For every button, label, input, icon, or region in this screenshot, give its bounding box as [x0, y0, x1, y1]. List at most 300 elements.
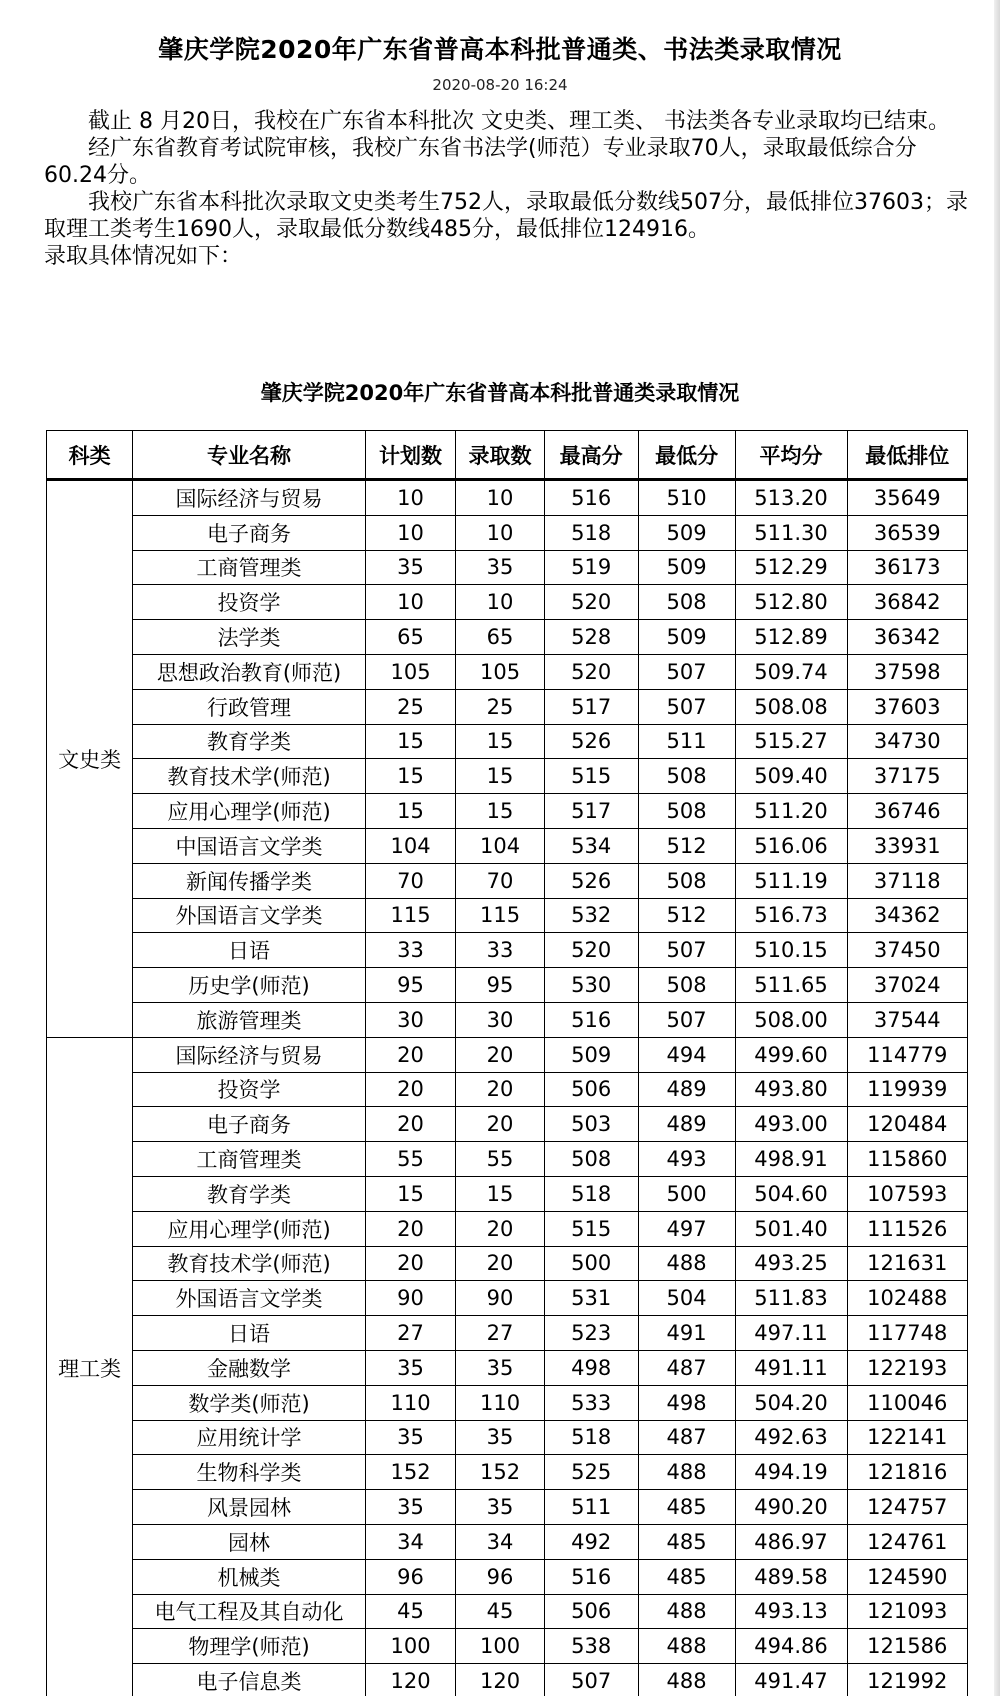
table-cell: 523: [544, 1316, 638, 1351]
table-row: [47, 828, 968, 863]
table-cell: 519: [544, 550, 638, 585]
table-cell: 488: [638, 1594, 735, 1629]
table-cell: 526: [544, 724, 638, 759]
table-cell: 33: [365, 933, 456, 968]
table-row: [47, 968, 968, 1003]
table-row: [47, 1350, 968, 1385]
article-title: 肇庆学院2020年广东省普高本科批普通类、书法类录取情况: [158, 35, 842, 64]
table-cell: 122193: [847, 1350, 968, 1385]
table-cell: 35: [456, 1350, 544, 1385]
major-name-cell: 教育学类: [133, 1176, 365, 1211]
table-cell: 107593: [847, 1176, 968, 1211]
table-row: [47, 550, 968, 585]
table-cell: 110046: [847, 1385, 968, 1420]
table-cell: 488: [638, 1664, 735, 1696]
table-row: [47, 759, 968, 794]
table-title: 肇庆学院2020年广东省普高本科批普通类录取情况: [260, 381, 740, 405]
table-cell: 533: [544, 1385, 638, 1420]
table-cell: 36539: [847, 515, 968, 550]
table-row: [47, 1664, 968, 1696]
table-cell: 488: [638, 1246, 735, 1281]
column-header: 最高分: [544, 431, 638, 480]
table-cell: 510: [638, 480, 735, 516]
table-cell: 30: [456, 1002, 544, 1037]
table-cell: 65: [365, 620, 456, 655]
major-name-cell: 外国语言文学类: [133, 898, 365, 933]
table-cell: 508: [638, 585, 735, 620]
table-cell: 490.20: [735, 1490, 847, 1525]
table-cell: 508: [638, 794, 735, 829]
major-name-cell: 电气工程及其自动化: [133, 1594, 365, 1629]
table-cell: 37544: [847, 1002, 968, 1037]
table-row: [47, 515, 968, 550]
table-cell: 20: [456, 1211, 544, 1246]
table-cell: 115: [456, 898, 544, 933]
table-cell: 45: [365, 1594, 456, 1629]
table-cell: 27: [365, 1316, 456, 1351]
table-cell: 512: [638, 898, 735, 933]
major-name-cell: 外国语言文学类: [133, 1281, 365, 1316]
major-name-cell: 中国语言文学类: [133, 828, 365, 863]
table-cell: 20: [456, 1246, 544, 1281]
intro-paragraph: 我校广东省本科批次录取文史类考生752人，录取最低分数线507分，最低排位37603；录取理工类考生1690人，录取最低分数线485分，最低排位124916。: [44, 190, 968, 242]
table-row: [47, 1524, 968, 1559]
table-cell: 15: [365, 794, 456, 829]
table-cell: 507: [544, 1664, 638, 1696]
table-cell: 102488: [847, 1281, 968, 1316]
table-cell: 532: [544, 898, 638, 933]
table-cell: 15: [365, 759, 456, 794]
table-cell: 10: [365, 515, 456, 550]
table-cell: 512: [638, 828, 735, 863]
table-cell: 508: [544, 1142, 638, 1177]
table-cell: 120484: [847, 1107, 968, 1142]
table-row: [47, 1142, 968, 1177]
table-cell: 33931: [847, 828, 968, 863]
table-cell: 105: [456, 654, 544, 689]
major-name-cell: 教育学类: [133, 724, 365, 759]
table-row: [47, 1211, 968, 1246]
major-name-cell: 投资学: [133, 1072, 365, 1107]
table-cell: 25: [456, 689, 544, 724]
table-cell: 530: [544, 968, 638, 1003]
table-cell: 485: [638, 1559, 735, 1594]
table-cell: 516: [544, 480, 638, 516]
table-cell: 10: [456, 515, 544, 550]
table-cell: 517: [544, 794, 638, 829]
table-cell: 494.19: [735, 1455, 847, 1490]
table-cell: 486.97: [735, 1524, 847, 1559]
table-cell: 513.20: [735, 480, 847, 516]
table-cell: 507: [638, 689, 735, 724]
table-cell: 110: [456, 1385, 544, 1420]
table-cell: 501.40: [735, 1211, 847, 1246]
table-cell: 509.74: [735, 654, 847, 689]
table-cell: 100: [365, 1629, 456, 1664]
major-name-cell: 投资学: [133, 585, 365, 620]
table-cell: 95: [456, 968, 544, 1003]
table-cell: 504.20: [735, 1385, 847, 1420]
table-row: [47, 620, 968, 655]
table-cell: 34730: [847, 724, 968, 759]
table-cell: 507: [638, 1002, 735, 1037]
table-cell: 516.73: [735, 898, 847, 933]
table-cell: 511.20: [735, 794, 847, 829]
table-cell: 115860: [847, 1142, 968, 1177]
table-cell: 10: [456, 480, 544, 516]
table-cell: 15: [456, 724, 544, 759]
table-row: [47, 1594, 968, 1629]
table-cell: 124757: [847, 1490, 968, 1525]
table-cell: 35: [365, 1350, 456, 1385]
table-cell: 487: [638, 1420, 735, 1455]
table-row: [47, 1455, 968, 1490]
article-intro: [44, 108, 974, 270]
table-row: [47, 1385, 968, 1420]
major-name-cell: 应用心理学(师范): [133, 794, 365, 829]
table-row: [47, 794, 968, 829]
table-cell: 120: [456, 1664, 544, 1696]
table-row: [47, 689, 968, 724]
table-cell: 104: [456, 828, 544, 863]
table-row: [47, 654, 968, 689]
table-cell: 500: [544, 1246, 638, 1281]
major-name-cell: 国际经济与贸易: [133, 480, 365, 516]
table-cell: 36842: [847, 585, 968, 620]
table-cell: 491.47: [735, 1664, 847, 1696]
table-cell: 491.11: [735, 1350, 847, 1385]
table-cell: 511.83: [735, 1281, 847, 1316]
table-cell: 489: [638, 1107, 735, 1142]
table-cell: 506: [544, 1594, 638, 1629]
table-cell: 528: [544, 620, 638, 655]
table-cell: 491: [638, 1316, 735, 1351]
major-name-cell: 电子信息类: [133, 1664, 365, 1696]
table-cell: 20: [456, 1037, 544, 1072]
table-cell: 34362: [847, 898, 968, 933]
table-cell: 152: [365, 1455, 456, 1490]
table-header-row: [47, 431, 968, 480]
table-cell: 65: [456, 620, 544, 655]
major-name-cell: 日语: [133, 933, 365, 968]
table-cell: 538: [544, 1629, 638, 1664]
table-cell: 27: [456, 1316, 544, 1351]
table-cell: 516: [544, 1002, 638, 1037]
table-cell: 494: [638, 1037, 735, 1072]
table-cell: 35: [456, 1490, 544, 1525]
table-cell: 34: [365, 1524, 456, 1559]
table-cell: 508.00: [735, 1002, 847, 1037]
table-cell: 525: [544, 1455, 638, 1490]
table-cell: 493: [638, 1142, 735, 1177]
table-row: [47, 1072, 968, 1107]
table-cell: 508: [638, 863, 735, 898]
major-name-cell: 物理学(师范): [133, 1629, 365, 1664]
table-cell: 516: [544, 1559, 638, 1594]
table-cell: 531: [544, 1281, 638, 1316]
table-row: [47, 1107, 968, 1142]
table-cell: 512.89: [735, 620, 847, 655]
table-row: [47, 1281, 968, 1316]
intro-paragraph: 录取具体情况如下：: [44, 244, 243, 269]
table-cell: 497.11: [735, 1316, 847, 1351]
category-cell: 理工类: [47, 1037, 133, 1696]
table-cell: 509: [638, 620, 735, 655]
table-cell: 487: [638, 1350, 735, 1385]
table-cell: 504.60: [735, 1176, 847, 1211]
table-cell: 526: [544, 863, 638, 898]
table-cell: 35: [365, 1420, 456, 1455]
table-cell: 15: [456, 759, 544, 794]
table-cell: 90: [456, 1281, 544, 1316]
table-cell: 20: [365, 1211, 456, 1246]
window-edge: [994, 0, 1000, 1696]
column-header: 专业名称: [133, 431, 365, 480]
table-cell: 120: [365, 1664, 456, 1696]
table-cell: 37118: [847, 863, 968, 898]
table-cell: 485: [638, 1524, 735, 1559]
column-header: 平均分: [735, 431, 847, 480]
table-cell: 110: [365, 1385, 456, 1420]
table-cell: 100: [456, 1629, 544, 1664]
table-row: [47, 1629, 968, 1664]
table-cell: 37603: [847, 689, 968, 724]
table-cell: 121093: [847, 1594, 968, 1629]
table-cell: 515.27: [735, 724, 847, 759]
table-cell: 20: [456, 1107, 544, 1142]
table-cell: 124590: [847, 1559, 968, 1594]
table-cell: 96: [456, 1559, 544, 1594]
table-cell: 55: [456, 1142, 544, 1177]
table-cell: 30: [365, 1002, 456, 1037]
major-name-cell: 教育技术学(师范): [133, 1246, 365, 1281]
table-cell: 95: [365, 968, 456, 1003]
major-name-cell: 生物科学类: [133, 1455, 365, 1490]
table-cell: 493.13: [735, 1594, 847, 1629]
table-cell: 121586: [847, 1629, 968, 1664]
table-body: [47, 480, 968, 1696]
table-cell: 114779: [847, 1037, 968, 1072]
table-cell: 15: [456, 794, 544, 829]
table-row: [47, 898, 968, 933]
table-cell: 512.29: [735, 550, 847, 585]
table-cell: 500: [638, 1176, 735, 1211]
table-row: [47, 724, 968, 759]
table-row: [47, 1037, 968, 1072]
table-cell: 121631: [847, 1246, 968, 1281]
table-cell: 508: [638, 968, 735, 1003]
column-header: 最低排位: [847, 431, 968, 480]
major-name-cell: 机械类: [133, 1559, 365, 1594]
table-cell: 45: [456, 1594, 544, 1629]
table-cell: 55: [365, 1142, 456, 1177]
table-cell: 34: [456, 1524, 544, 1559]
table-cell: 488: [638, 1629, 735, 1664]
table-cell: 488: [638, 1455, 735, 1490]
column-header: 录取数: [456, 431, 544, 480]
table-cell: 20: [365, 1107, 456, 1142]
table-cell: 122141: [847, 1420, 968, 1455]
table-cell: 15: [365, 724, 456, 759]
table-row: [47, 1316, 968, 1351]
table-row: [47, 933, 968, 968]
table-cell: 104: [365, 828, 456, 863]
major-name-cell: 历史学(师范): [133, 968, 365, 1003]
publish-date: 2020-08-20 16:24: [432, 76, 568, 94]
table-cell: 20: [456, 1072, 544, 1107]
table-cell: 492.63: [735, 1420, 847, 1455]
table-cell: 509: [638, 515, 735, 550]
table-cell: 509: [638, 550, 735, 585]
table-cell: 515: [544, 1211, 638, 1246]
table-cell: 485: [638, 1490, 735, 1525]
column-header: 计划数: [365, 431, 456, 480]
table-cell: 509.40: [735, 759, 847, 794]
category-cell: 文史类: [47, 480, 133, 1038]
major-name-cell: 电子商务: [133, 1107, 365, 1142]
table-cell: 35649: [847, 480, 968, 516]
table-cell: 33: [456, 933, 544, 968]
table-cell: 35: [456, 1420, 544, 1455]
table-row: [47, 1002, 968, 1037]
table-cell: 37175: [847, 759, 968, 794]
table-cell: 520: [544, 585, 638, 620]
table-cell: 124761: [847, 1524, 968, 1559]
intro-paragraph: 截止 8 月20日，我校在广东省本科批次 文史类、理工类、 书法类各专业录取均已结束。: [88, 109, 950, 134]
table-cell: 36173: [847, 550, 968, 585]
table-cell: 152: [456, 1455, 544, 1490]
table-cell: 497: [638, 1211, 735, 1246]
table-cell: 121992: [847, 1664, 968, 1696]
table-cell: 499.60: [735, 1037, 847, 1072]
major-name-cell: 日语: [133, 1316, 365, 1351]
table-cell: 511: [544, 1490, 638, 1525]
table-cell: 10: [365, 480, 456, 516]
table-cell: 493.25: [735, 1246, 847, 1281]
major-name-cell: 工商管理类: [133, 1142, 365, 1177]
table-cell: 511.30: [735, 515, 847, 550]
table-cell: 10: [456, 585, 544, 620]
major-name-cell: 应用心理学(师范): [133, 1211, 365, 1246]
table-cell: 517: [544, 689, 638, 724]
table-cell: 35: [365, 1490, 456, 1525]
table-cell: 493.80: [735, 1072, 847, 1107]
table-cell: 35: [365, 550, 456, 585]
table-cell: 111526: [847, 1211, 968, 1246]
table-cell: 498: [544, 1350, 638, 1385]
table-cell: 511.19: [735, 863, 847, 898]
table-cell: 25: [365, 689, 456, 724]
admission-table: [46, 430, 968, 1696]
table-cell: 36342: [847, 620, 968, 655]
major-name-cell: 工商管理类: [133, 550, 365, 585]
table-cell: 35: [456, 550, 544, 585]
table-cell: 498: [638, 1385, 735, 1420]
table-cell: 493.00: [735, 1107, 847, 1142]
table-cell: 508.08: [735, 689, 847, 724]
table-cell: 520: [544, 654, 638, 689]
major-name-cell: 旅游管理类: [133, 1002, 365, 1037]
table-cell: 119939: [847, 1072, 968, 1107]
table-cell: 37598: [847, 654, 968, 689]
table-cell: 534: [544, 828, 638, 863]
table-row: [47, 1420, 968, 1455]
table-cell: 518: [544, 1176, 638, 1211]
table-cell: 121816: [847, 1455, 968, 1490]
table-cell: 90: [365, 1281, 456, 1316]
table-cell: 20: [365, 1072, 456, 1107]
table-cell: 518: [544, 515, 638, 550]
table-row: [47, 585, 968, 620]
major-name-cell: 行政管理: [133, 689, 365, 724]
table-cell: 509: [544, 1037, 638, 1072]
table-cell: 506: [544, 1072, 638, 1107]
table-cell: 10: [365, 585, 456, 620]
table-cell: 96: [365, 1559, 456, 1594]
table-row: [47, 1176, 968, 1211]
table-cell: 489: [638, 1072, 735, 1107]
table-cell: 516.06: [735, 828, 847, 863]
table-cell: 511.65: [735, 968, 847, 1003]
major-name-cell: 金融数学: [133, 1350, 365, 1385]
table-cell: 15: [365, 1176, 456, 1211]
table-cell: 15: [456, 1176, 544, 1211]
major-name-cell: 新闻传播学类: [133, 863, 365, 898]
table-cell: 105: [365, 654, 456, 689]
table-cell: 498.91: [735, 1142, 847, 1177]
intro-paragraph: 经广东省教育考试院审核，我校广东省书法学(师范）专业录取70人，录取最低综合分60.24分。: [44, 136, 917, 188]
table-cell: 518: [544, 1420, 638, 1455]
table-cell: 504: [638, 1281, 735, 1316]
table-cell: 503: [544, 1107, 638, 1142]
table-cell: 115: [365, 898, 456, 933]
table-cell: 510.15: [735, 933, 847, 968]
column-header: 最低分: [638, 431, 735, 480]
major-name-cell: 国际经济与贸易: [133, 1037, 365, 1072]
table-cell: 20: [365, 1246, 456, 1281]
table-cell: 20: [365, 1037, 456, 1072]
table-row: [47, 480, 968, 516]
table-cell: 117748: [847, 1316, 968, 1351]
major-name-cell: 园林: [133, 1524, 365, 1559]
table-cell: 507: [638, 933, 735, 968]
table-cell: 70: [456, 863, 544, 898]
table-cell: 36746: [847, 794, 968, 829]
major-name-cell: 教育技术学(师范): [133, 759, 365, 794]
table-cell: 507: [638, 654, 735, 689]
table-cell: 492: [544, 1524, 638, 1559]
major-name-cell: 应用统计学: [133, 1420, 365, 1455]
table-cell: 512.80: [735, 585, 847, 620]
major-name-cell: 数学类(师范): [133, 1385, 365, 1420]
major-name-cell: 电子商务: [133, 515, 365, 550]
table-cell: 37450: [847, 933, 968, 968]
column-header: 科类: [47, 431, 133, 480]
table-cell: 520: [544, 933, 638, 968]
major-name-cell: 法学类: [133, 620, 365, 655]
table-row: [47, 863, 968, 898]
table-row: [47, 1246, 968, 1281]
table-row: [47, 1559, 968, 1594]
major-name-cell: 思想政治教育(师范): [133, 654, 365, 689]
table-cell: 508: [638, 759, 735, 794]
table-cell: 489.58: [735, 1559, 847, 1594]
table-cell: 494.86: [735, 1629, 847, 1664]
table-cell: 511: [638, 724, 735, 759]
major-name-cell: 风景园林: [133, 1490, 365, 1525]
table-row: [47, 1490, 968, 1525]
table-cell: 37024: [847, 968, 968, 1003]
